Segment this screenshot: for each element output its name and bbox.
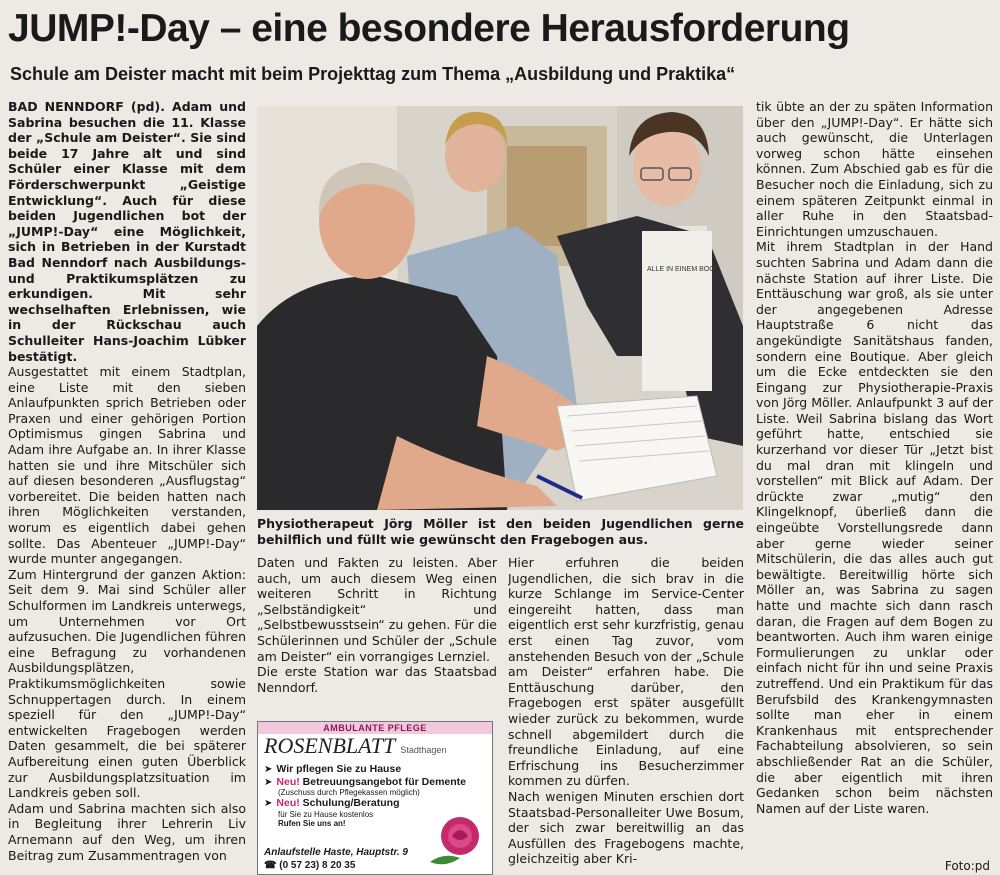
ad-tagline: AMBULANTE PFLEGE [258,722,492,734]
ad-note: für Sie zu Hause kostenlos [278,809,374,819]
body-paragraph: Zum Hintergrund der ganzen Aktion: Seit dem 9. Mai sind Schüler aller Schulformen im Landkreis unterwegs, um Unternehmen vor Ort aufzusuchen. Die Jugendlichen führen eine Befragung zu vorhandenen Ausbildungsplätzen, Praktikumsmöglichkeiten sowie Schnuppertagen durch. In einem speziell für den „JUMP!-Day“ entwickelten Fragebogen werden Daten gesammelt, die bei späterer Aufbereitung einen guten Überblick zur Ausbildungsplatzsituation im Landkreis geben soll. [8,566,246,801]
advertisement [257,721,493,875]
ad-note: (Zuschuss durch Pflegekassen möglich) [278,788,420,797]
lead-paragraph: BAD NENNDORF (pd). Adam und Sabrina besuchen die 11. Klasse der „Schule am Deister“. Sie sind beide 17 Jahre alt und sind Schüler einer Klasse mit dem Förderschwerpunkt „Geistige Entwicklung“. Auch für diese beiden Jugendlichen bot der „JUMP!-Day“ eine Möglichkeit, sich in Betrieben in der Kurstadt Bad Nenndorf nach Ausbildungs- und Praktikumsplätzen zu erkundigen. Mit sehr wechselhaften Erlebnissen, wie in der Rückschau auch Schulleiter Hans-Joachim Lübker bestätigt. [8,99,246,364]
body-paragraph: tik übte an der zu späten Information über den „JUMP!-Day“. Er hätte sich auch gewünscht, die Unterlagen vorweg schon hätte einsehen können. Zum Abschied gab es für die Besucher noch die Einladung, sich zu einem späteren Zeitpunkt einmal in aller Ruhe in den Staatsbad-Einrichtungen umzuschauen. [756,99,993,239]
ad-new-badge: Neu! [276,775,300,788]
ad-line: Betreuungsangebot für Demente [302,775,467,788]
body-paragraph: Nach wenigen Minuten erschien dort Staatsbad-Personalleiter Uwe Bosum, der sich zwar bereitwillig an das Ausfüllen des Fragebogens machte, gleichzeitig aber Kri- [508,788,744,867]
subheadline: Schule am Deister macht mit beim Projekttag zum Thema „Ausbildung und Praktika“ [10,64,736,84]
ad-service-item [264,777,492,798]
ad-note: Rufen Sie uns an! [278,818,346,828]
rose-icon [424,812,486,870]
ad-phone: ☎ (0 57 23) 8 20 35 [264,860,356,871]
body-paragraph: Mit ihrem Stadtplan in der Hand suchten Sabrina und Adam dann die nächste Station auf ihrer Liste. Die Enttäuschung war groß, als sie unter der angegebenen Adresse Hauptstraße 6 nicht das angekündigte Sanitätshaus fanden, sondern eine Boutique. Aber gleich um die Ecke entdeckten sie den Eingang zur Physiotherapie-Praxis von Jörg Möller. Anlaufpunkt 3 auf der Liste. Weil Sabrina bislang das Wort geführt hatte, entschied sie kurzerhand vor dieser Tür „Jetzt bist du mal dran mit klingeln und vorstellen“ mit Blick auf Adam. Der drückte zwar „mutig“ den Klingelknopf, überließ dann die eingeübte Vorstellungsrede dann aber gerne wieder seiner Mitschülerin, die das alles auch gut bewältigte. Bereitwillig hörte sich Möller an, was Sabrina zu sagen hatte und machte sich dann rasch daran, die Fragen auf dem Bogen zu beantworten. Auch ihm waren einige Formulierungen zu unklar oder einfach nicht für ihn und seine Praxis zutreffend. Und ein Praktikum für das Berufsbild des Krankengymnasten sollte man eher in einem Krankenhaus mit entsprechender Fachabteilung absolvieren, so sein abschließender Rat an die Schüler, die aber eigentlich mit ihren Gedanken schon beim nächsten Namen auf der Liste waren. [756,239,993,816]
ad-new-badge: Neu! [276,797,300,809]
photo-caption: Physiotherapeut Jörg Möller ist den beiden Jugendlichen gerne behilflich und füllt wie gewünscht den Fragebogen aus. [257,516,744,547]
body-paragraph: Die erste Station war das Staatsbad Nenndorf. [257,664,497,695]
ad-brand [258,734,492,762]
body-paragraph: Adam und Sabrina machten sich also in Begleitung ihrer Lehrerin Liv Arnemann auf den Weg, um ihren Beitrag zum Zusammentragen von [8,800,246,863]
photo-credit: Foto:pd [944,859,990,873]
arrow-icon: ➤ [264,798,273,809]
ad-line: Wir pflegen Sie zu Hause [276,763,402,775]
ad-city: Stadthagen [400,745,447,755]
ad-line: Schulung/Beratung [302,797,400,809]
body-paragraph: Hier erfuhren die beiden Jugendlichen, die sich brav in die kurze Schlange im Service-Center eingereiht hatten, dass man eigentlich erst sehr kurzfristig, genau erst einen Tag zuvor, vom anstehenden Besuch von der „Schule am Deister“ erfahren habe. Die Enttäuschung darüber, den Fragebogen erst später ausgefüllt wieder zurück zu bekommen, wurde schnell abgemildert durch die freundliche Einladung, auf eine Erfrischung ins Besucherzimmer kommen zu dürfen. [508,555,744,789]
article-photo [257,106,743,510]
arrow-icon: ➤ [264,764,273,775]
ad-brand-name: ROSENBLATT [264,733,395,758]
ad-address: Anlaufstelle Haste, Hauptstr. 9 [264,847,408,858]
shirt-print: ALLE IN EINEM BOOT [647,266,719,273]
article-column-3 [508,555,744,875]
body-paragraph: Ausgestattet mit einem Stadtplan, eine Liste mit den sieben Anlaufpunkten sprich Betrieben oder Praxen und einer gehörigen Portion Optimismus gingen Sabrina und Adam ihre Aufgabe an. In ihrer Klasse hatten sie und ihre Mitschüler sich auf diesen besonderen „Ausflugstag“ vorbereitet. Die beiden hatten nach ihren Möglichkeiten verstanden, worum es eigentlich dabei gehen sollte. Das Abenteuer „JUMP!-Day“ wurde munter angegangen. [8,364,246,567]
article-column-4 [756,99,993,875]
article-column-2 [257,555,497,715]
arrow-icon: ➤ [264,776,273,788]
body-paragraph: Daten und Fakten zu leisten. Aber auch, um auch diesem Weg einen weiteren Schritt in Richtung „Selbständigkeit“ und „Selbstbewusstsein“ zu gehen. Für die Schülerinnen und Schüler der „Schule am Deister“ ein vorrangiges Lernziel. [257,555,497,664]
headline: JUMP!-Day – eine besondere Herausforderung [8,7,850,50]
article-column-1 [8,99,246,875]
ad-service-item [264,764,492,776]
photo-illustration [257,106,743,510]
